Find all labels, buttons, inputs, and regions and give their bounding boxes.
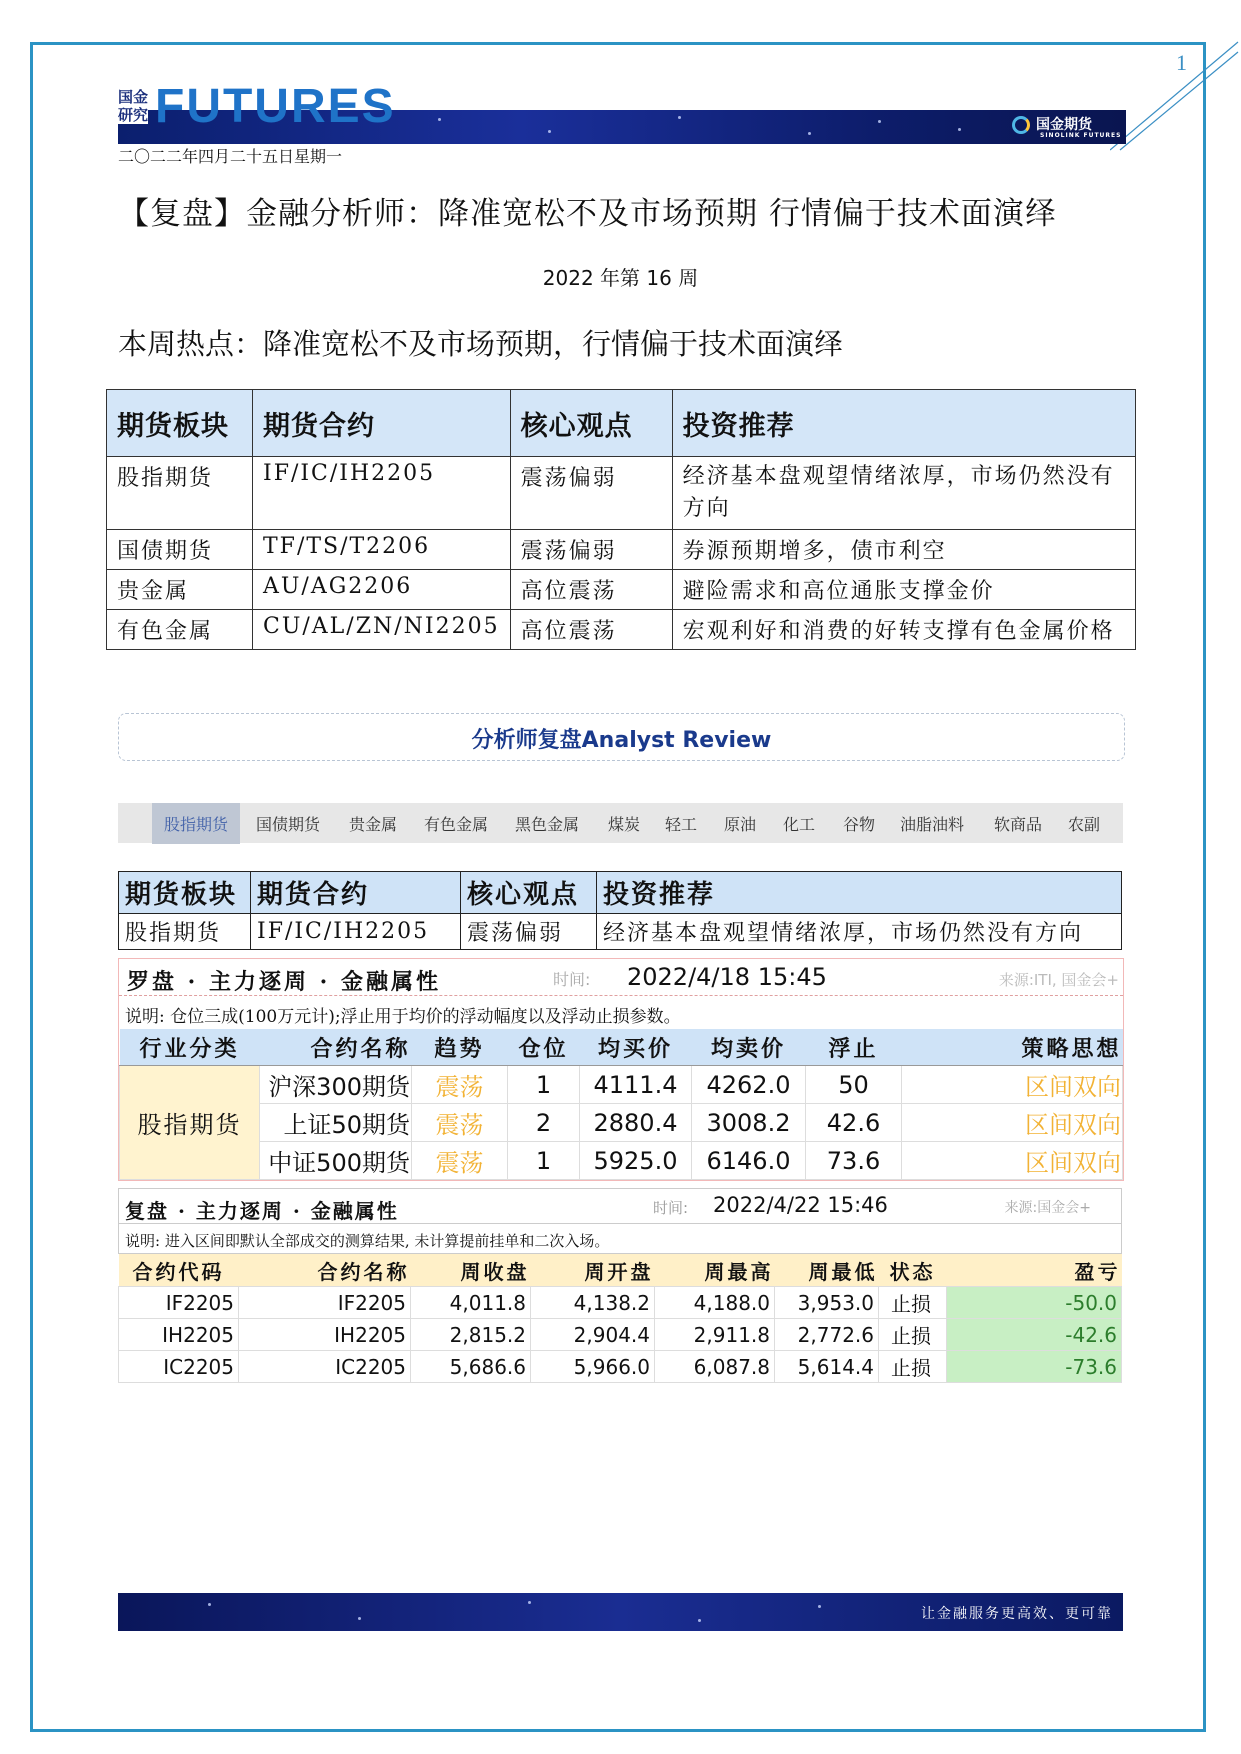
fupan-panel <box>118 1188 1122 1383</box>
summary-cell: 股指期货 <box>107 457 253 530</box>
summary-cell: 高位震荡 <box>510 570 672 610</box>
luopan-position: 1 <box>508 1142 580 1180</box>
luopan-col-header: 浮止 <box>806 1029 902 1066</box>
brand-small-2: 研究 <box>118 106 149 124</box>
sector-table <box>118 871 1122 950</box>
fupan-cell: 6,087.8 <box>655 1351 775 1383</box>
luopan-col-header: 合约名称 <box>260 1029 412 1066</box>
fupan-source: 来源:国金会+ <box>1004 1200 1091 1216</box>
fupan-note: 说明: 进入区间即默认全部成交的测算结果, 未计算提前挂单和二次入场。 <box>118 1224 1122 1254</box>
luopan-buy: 5925.0 <box>580 1142 692 1180</box>
fupan-pnl: -73.6 <box>947 1351 1122 1383</box>
luopan-source: 来源:ITI, 国金会+ <box>998 971 1119 989</box>
fupan-cell: 2,904.4 <box>531 1319 655 1351</box>
fupan-cell: IF2205 <box>239 1287 411 1319</box>
fupan-cell: IF2205 <box>119 1287 239 1319</box>
fupan-status: 止损 <box>879 1287 947 1319</box>
sector-row <box>119 914 1122 950</box>
fupan-row <box>119 1287 1122 1319</box>
luopan-strategy: 区间双向 <box>902 1066 1123 1104</box>
tab-oils[interactable]: 油脂油料 <box>900 815 965 834</box>
page-number: 1 <box>1176 50 1187 75</box>
fupan-time-label: 时间: <box>653 1199 689 1217</box>
summary-cell: 贵金属 <box>107 570 253 610</box>
page-title: 【复盘】金融分析师：降准宽松不及市场预期 行情偏于技术面演绎 <box>118 196 1057 232</box>
luopan-row <box>120 1104 1123 1142</box>
summary-row <box>107 570 1136 610</box>
luopan-col-header: 仓位 <box>508 1029 580 1066</box>
luopan-name: 上证50期货 <box>260 1104 412 1142</box>
fupan-pnl: -50.0 <box>947 1287 1122 1319</box>
luopan-sell: 4262.0 <box>692 1066 806 1104</box>
summary-cell: 震荡偏弱 <box>510 530 672 570</box>
fupan-pnl: -42.6 <box>947 1319 1122 1351</box>
luopan-title: 罗盘 · 主力逐周 · 金融属性 <box>127 969 441 995</box>
summary-cell: 高位震荡 <box>510 610 672 650</box>
fupan-col-header: 合约代码 <box>119 1254 239 1287</box>
luopan-category: 股指期货 <box>120 1066 260 1180</box>
fupan-cell: 4,011.8 <box>411 1287 531 1319</box>
corner-decoration <box>1110 40 1240 160</box>
summary-table <box>106 389 1136 650</box>
luopan-col-header: 均卖价 <box>692 1029 806 1066</box>
summary-header: 期货合约 <box>253 390 511 457</box>
fupan-cell: 5,686.6 <box>411 1351 531 1383</box>
summary-cell: TF/TS/T2206 <box>253 530 511 570</box>
fupan-cell: 2,911.8 <box>655 1319 775 1351</box>
fupan-col-header: 盈亏 <box>947 1254 1122 1287</box>
analyst-review-banner <box>118 713 1125 761</box>
summary-row <box>107 530 1136 570</box>
fupan-col-header: 周最高 <box>655 1254 775 1287</box>
sector-header: 期货板块 <box>119 872 251 914</box>
fupan-col-header: 周最低 <box>775 1254 879 1287</box>
summary-cell: IF/IC/IH2205 <box>253 457 511 530</box>
fupan-cell: 4,138.2 <box>531 1287 655 1319</box>
luopan-position: 2 <box>508 1104 580 1142</box>
fupan-col-header: 周开盘 <box>531 1254 655 1287</box>
luopan-header <box>119 959 1123 995</box>
luopan-stop: 73.6 <box>806 1142 902 1180</box>
luopan-row <box>120 1142 1123 1180</box>
summary-cell: 震荡偏弱 <box>510 457 672 530</box>
sector-cell: 经济基本盘观望情绪浓厚，市场仍然没有方向 <box>597 914 1122 950</box>
summary-cell: AU/AG2206 <box>253 570 511 610</box>
company-logo <box>1012 114 1121 139</box>
logo-circle-icon <box>1012 116 1030 134</box>
summary-cell: 避险需求和高位通胀支撑金价 <box>672 570 1135 610</box>
summary-cell: CU/AL/ZN/NI2205 <box>253 610 511 650</box>
fupan-status: 止损 <box>879 1319 947 1351</box>
summary-cell: 经济基本盘观望情绪浓厚，市场仍然没有方向 <box>672 457 1135 530</box>
fupan-header-row <box>119 1254 1122 1287</box>
luopan-stop: 42.6 <box>806 1104 902 1142</box>
luopan-header-row <box>120 1029 1123 1066</box>
luopan-buy: 2880.4 <box>580 1104 692 1142</box>
summary-header-row <box>107 390 1136 457</box>
brand-mark <box>118 88 148 124</box>
tab-treasury[interactable]: 国债期货 <box>256 815 321 834</box>
tab-agri-byproducts[interactable]: 农副 <box>1068 815 1101 834</box>
summary-header: 投资推荐 <box>672 390 1135 457</box>
luopan-panel <box>118 958 1124 1181</box>
fupan-col-header: 状态 <box>879 1254 947 1287</box>
fupan-header <box>118 1188 1122 1224</box>
sector-cell: IF/IC/IH2205 <box>251 914 461 950</box>
tab-light-industry[interactable]: 轻工 <box>665 815 698 834</box>
brand-small-1: 国金 <box>118 88 149 106</box>
fupan-row <box>119 1319 1122 1351</box>
luopan-strategy: 区间双向 <box>902 1104 1123 1142</box>
tab-nonferrous[interactable]: 有色金属 <box>424 815 489 834</box>
luopan-note: 说明: 仓位三成(100万元计);浮止用于均价的浮动幅度以及浮动止损参数。 <box>119 995 1123 1029</box>
fupan-cell: 4,188.0 <box>655 1287 775 1319</box>
luopan-name: 沪深300期货 <box>260 1066 412 1104</box>
summary-header: 核心观点 <box>510 390 672 457</box>
tab-stock-index[interactable]: 股指期货 <box>152 803 240 844</box>
fupan-cell: 5,614.4 <box>775 1351 879 1383</box>
summary-row <box>107 457 1136 530</box>
summary-cell: 有色金属 <box>107 610 253 650</box>
luopan-stop: 50 <box>806 1066 902 1104</box>
luopan-name: 中证500期货 <box>260 1142 412 1180</box>
tab-softs[interactable]: 软商品 <box>994 815 1043 834</box>
fupan-cell: 5,966.0 <box>531 1351 655 1383</box>
sector-header: 期货合约 <box>251 872 461 914</box>
summary-row <box>107 610 1136 650</box>
brand-futures: FUTURES <box>155 80 396 133</box>
luopan-table <box>119 1029 1123 1180</box>
fupan-row <box>119 1351 1122 1383</box>
footer-band <box>118 1593 1123 1631</box>
fupan-cell: 3,953.0 <box>775 1287 879 1319</box>
tab-crude-oil[interactable]: 原油 <box>724 815 757 834</box>
sector-cell: 股指期货 <box>119 914 251 950</box>
luopan-trend: 震荡 <box>412 1142 508 1180</box>
luopan-trend: 震荡 <box>412 1104 508 1142</box>
tab-coal[interactable]: 煤炭 <box>608 815 641 834</box>
summary-cell: 券源预期增多，债市利空 <box>672 530 1135 570</box>
summary-cell: 宏观利好和消费的好转支撑有色金属价格 <box>672 610 1135 650</box>
luopan-buy: 4111.4 <box>580 1066 692 1104</box>
sector-cell: 震荡偏弱 <box>461 914 597 950</box>
luopan-col-header: 行业分类 <box>120 1029 260 1066</box>
sector-header: 投资推荐 <box>597 872 1122 914</box>
week-label: 2022 年第 16 周 <box>542 266 699 290</box>
fupan-col-header: 合约名称 <box>239 1254 411 1287</box>
fupan-cell: IC2205 <box>239 1351 411 1383</box>
fupan-cell: IH2205 <box>239 1319 411 1351</box>
summary-header: 期货板块 <box>107 390 253 457</box>
luopan-strategy: 区间双向 <box>902 1142 1123 1180</box>
fupan-time: 2022/4/22 15:46 <box>713 1193 888 1217</box>
fupan-cell: 2,815.2 <box>411 1319 531 1351</box>
luopan-col-header: 策略思想 <box>902 1029 1123 1066</box>
luopan-row <box>120 1066 1123 1104</box>
tab-grains[interactable]: 谷物 <box>843 815 876 834</box>
luopan-position: 1 <box>508 1066 580 1104</box>
sector-header: 核心观点 <box>461 872 597 914</box>
sector-tabs <box>118 803 1123 843</box>
summary-cell: 国债期货 <box>107 530 253 570</box>
analyst-review-title: 分析师复盘Analyst Review <box>471 728 772 753</box>
hotspot-line: 本周热点：降准宽松不及市场预期，行情偏于技术面演绎 <box>118 327 844 361</box>
logo-text: 国金期货 <box>1036 117 1092 133</box>
sector-header-row <box>119 872 1122 914</box>
luopan-time: 2022/4/18 15:45 <box>627 963 827 991</box>
fupan-cell: 2,772.6 <box>775 1319 879 1351</box>
fupan-cell: IH2205 <box>119 1319 239 1351</box>
fupan-table <box>118 1254 1122 1383</box>
fupan-col-header: 周收盘 <box>411 1254 531 1287</box>
luopan-col-header: 趋势 <box>412 1029 508 1066</box>
logo-subtext: SINOLINK FUTURES <box>1040 132 1122 139</box>
luopan-time-label: 时间: <box>553 970 591 989</box>
luopan-col-header: 均买价 <box>580 1029 692 1066</box>
fupan-status: 止损 <box>879 1351 947 1383</box>
tab-ferrous[interactable]: 黑色金属 <box>515 815 580 834</box>
luopan-sell: 3008.2 <box>692 1104 806 1142</box>
luopan-trend: 震荡 <box>412 1066 508 1104</box>
fupan-title: 复盘 · 主力逐周 · 金融属性 <box>125 1199 399 1223</box>
fupan-cell: IC2205 <box>119 1351 239 1383</box>
report-date: 二〇二二年四月二十五日星期一 <box>118 147 343 166</box>
footer-slogan: 让金融服务更高效、更可靠 <box>921 1606 1113 1622</box>
tab-chemicals[interactable]: 化工 <box>783 815 816 834</box>
luopan-sell: 6146.0 <box>692 1142 806 1180</box>
tab-precious-metals[interactable]: 贵金属 <box>349 815 398 834</box>
